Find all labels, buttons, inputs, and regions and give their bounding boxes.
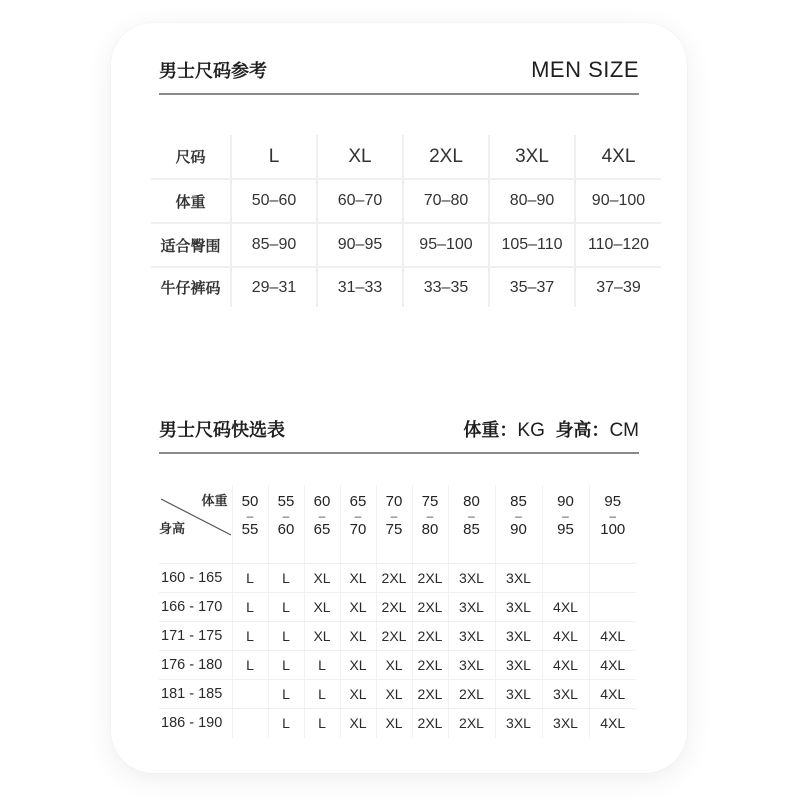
hip-cell: 85–90 [231, 223, 317, 267]
weight-column-header: 65 – 70 [340, 485, 376, 564]
size-cell: 4XL [575, 135, 661, 179]
weight-column-header: 90 – 95 [542, 485, 589, 564]
size-cell: 3XL [448, 593, 495, 622]
size-reference-table [151, 135, 661, 307]
size-cell [589, 564, 636, 593]
size-reference-title: 男士尺码参考 [159, 61, 267, 82]
table-row [159, 651, 636, 680]
size-cell: 3XL [495, 709, 542, 738]
weight-cell: 60–70 [317, 179, 403, 223]
size-cell: 3XL [495, 593, 542, 622]
size-cell: L [304, 709, 340, 738]
weight-cell: 70–80 [403, 179, 489, 223]
size-reference-header [159, 47, 639, 95]
size-cell: 4XL [589, 709, 636, 738]
size-cell: 3XL [542, 680, 589, 709]
row-label-jeans: 牛仔裤码 [160, 279, 221, 297]
table-row [159, 709, 636, 738]
size-cell: XL [340, 622, 376, 651]
size-cell: L [232, 564, 268, 593]
weight-column-header: 70 – 75 [376, 485, 412, 564]
size-cell: XL [376, 709, 412, 738]
size-cell: 2XL [412, 651, 448, 680]
size-cell: 2XL [412, 564, 448, 593]
size-cell [542, 564, 589, 593]
size-cell: L [268, 564, 304, 593]
table-row [159, 680, 636, 709]
units-weight-label: 体重： [463, 420, 518, 441]
height-range-label: 176 - 180 [159, 651, 232, 680]
hip-cell: 110–120 [575, 223, 661, 267]
size-cell: 3XL [542, 709, 589, 738]
row-label-size: 尺码 [151, 135, 231, 179]
size-cell: L [268, 709, 304, 738]
units-height-value: CM [609, 420, 639, 441]
weight-column-header: 50 – 55 [232, 485, 268, 564]
diagonal-header [159, 485, 232, 563]
height-range-label: 166 - 170 [159, 593, 232, 622]
table-row-jeans [151, 267, 661, 307]
table-row [159, 622, 636, 651]
hip-cell: 90–95 [317, 223, 403, 267]
size-cell: 3XL [448, 564, 495, 593]
weight-column-header: 95 – 100 [589, 485, 636, 564]
corner-height-label: 身高 [159, 522, 186, 537]
weight-header-row [159, 485, 636, 564]
size-cell: L [268, 651, 304, 680]
weight-cell: 90–100 [575, 179, 661, 223]
table-row [159, 593, 636, 622]
size-cell: 4XL [589, 622, 636, 651]
corner-header-cell [159, 485, 232, 564]
size-cell: XL [340, 593, 376, 622]
size-cell: 4XL [589, 680, 636, 709]
size-cell: 2XL [412, 680, 448, 709]
size-cell [232, 680, 268, 709]
row-label-hip: 适合臀围 [151, 223, 231, 267]
size-cell: XL [317, 135, 403, 179]
table-row-size [151, 135, 661, 179]
table-row [159, 564, 636, 593]
size-cell: 3XL [489, 135, 575, 179]
jeans-cell: 29–31 [231, 267, 317, 307]
size-cell: 4XL [542, 651, 589, 680]
quick-chart-title: 男士尺码快选表 [159, 420, 285, 441]
size-cell: 2XL [412, 709, 448, 738]
units-legend [463, 416, 639, 442]
height-range-label: 171 - 175 [159, 622, 232, 651]
size-cell: L [304, 680, 340, 709]
size-cell: XL [304, 593, 340, 622]
units-height-label: 身高： [555, 420, 610, 441]
size-cell: 2XL [448, 680, 495, 709]
weight-column-header: 85 – 90 [495, 485, 542, 564]
units-weight-value: KG [517, 420, 545, 441]
size-cell: 2XL [403, 135, 489, 179]
size-cell: 3XL [495, 651, 542, 680]
size-cell: L [268, 622, 304, 651]
quick-size-table [159, 485, 636, 738]
weight-cell: 50–60 [231, 179, 317, 223]
size-cell: XL [304, 564, 340, 593]
size-cell: 2XL [376, 564, 412, 593]
size-cell: L [232, 651, 268, 680]
jeans-cell: 37–39 [575, 267, 661, 307]
row-label-weight: 体重 [151, 179, 231, 223]
weight-column-header: 80 – 85 [448, 485, 495, 564]
size-cell: XL [340, 564, 376, 593]
weight-cell: 80–90 [489, 179, 575, 223]
corner-weight-label: 体重 [201, 494, 228, 509]
jeans-cell: 31–33 [317, 267, 403, 307]
size-guide-card [111, 23, 687, 773]
size-cell: L [232, 622, 268, 651]
size-cell: XL [340, 651, 376, 680]
jeans-cell: 35–37 [489, 267, 575, 307]
size-cell: 4XL [542, 593, 589, 622]
size-cell: 4XL [542, 622, 589, 651]
size-cell: 3XL [495, 680, 542, 709]
size-cell: L [231, 135, 317, 179]
size-reference-title-en: MEN SIZE [531, 57, 639, 82]
size-cell: 3XL [495, 564, 542, 593]
size-cell: 2XL [376, 622, 412, 651]
size-cell: 2XL [412, 622, 448, 651]
quick-chart-header [159, 406, 639, 454]
height-range-label: 160 - 165 [159, 564, 232, 593]
weight-column-header: 55 – 60 [268, 485, 304, 564]
hip-cell: 105–110 [489, 223, 575, 267]
size-cell: 2XL [448, 709, 495, 738]
size-cell: 3XL [495, 622, 542, 651]
size-cell: L [268, 593, 304, 622]
size-cell: XL [340, 680, 376, 709]
height-range-label: 181 - 185 [159, 680, 232, 709]
size-cell: XL [376, 651, 412, 680]
size-cell: XL [304, 622, 340, 651]
table-row-weight [151, 179, 661, 223]
size-cell: 3XL [448, 651, 495, 680]
size-cell: XL [340, 709, 376, 738]
weight-column-header: 75 – 80 [412, 485, 448, 564]
size-cell: L [232, 593, 268, 622]
weight-column-header: 60 – 65 [304, 485, 340, 564]
size-cell: XL [376, 680, 412, 709]
height-range-label: 186 - 190 [161, 715, 223, 732]
size-cell: L [268, 680, 304, 709]
size-cell: 3XL [448, 622, 495, 651]
size-cell: 4XL [589, 651, 636, 680]
size-cell: L [304, 651, 340, 680]
jeans-cell: 33–35 [403, 267, 489, 307]
size-cell [589, 593, 636, 622]
size-cell: 2XL [376, 593, 412, 622]
hip-cell: 95–100 [403, 223, 489, 267]
size-cell [232, 709, 268, 738]
size-cell: 2XL [412, 593, 448, 622]
table-row-hip [151, 223, 661, 267]
